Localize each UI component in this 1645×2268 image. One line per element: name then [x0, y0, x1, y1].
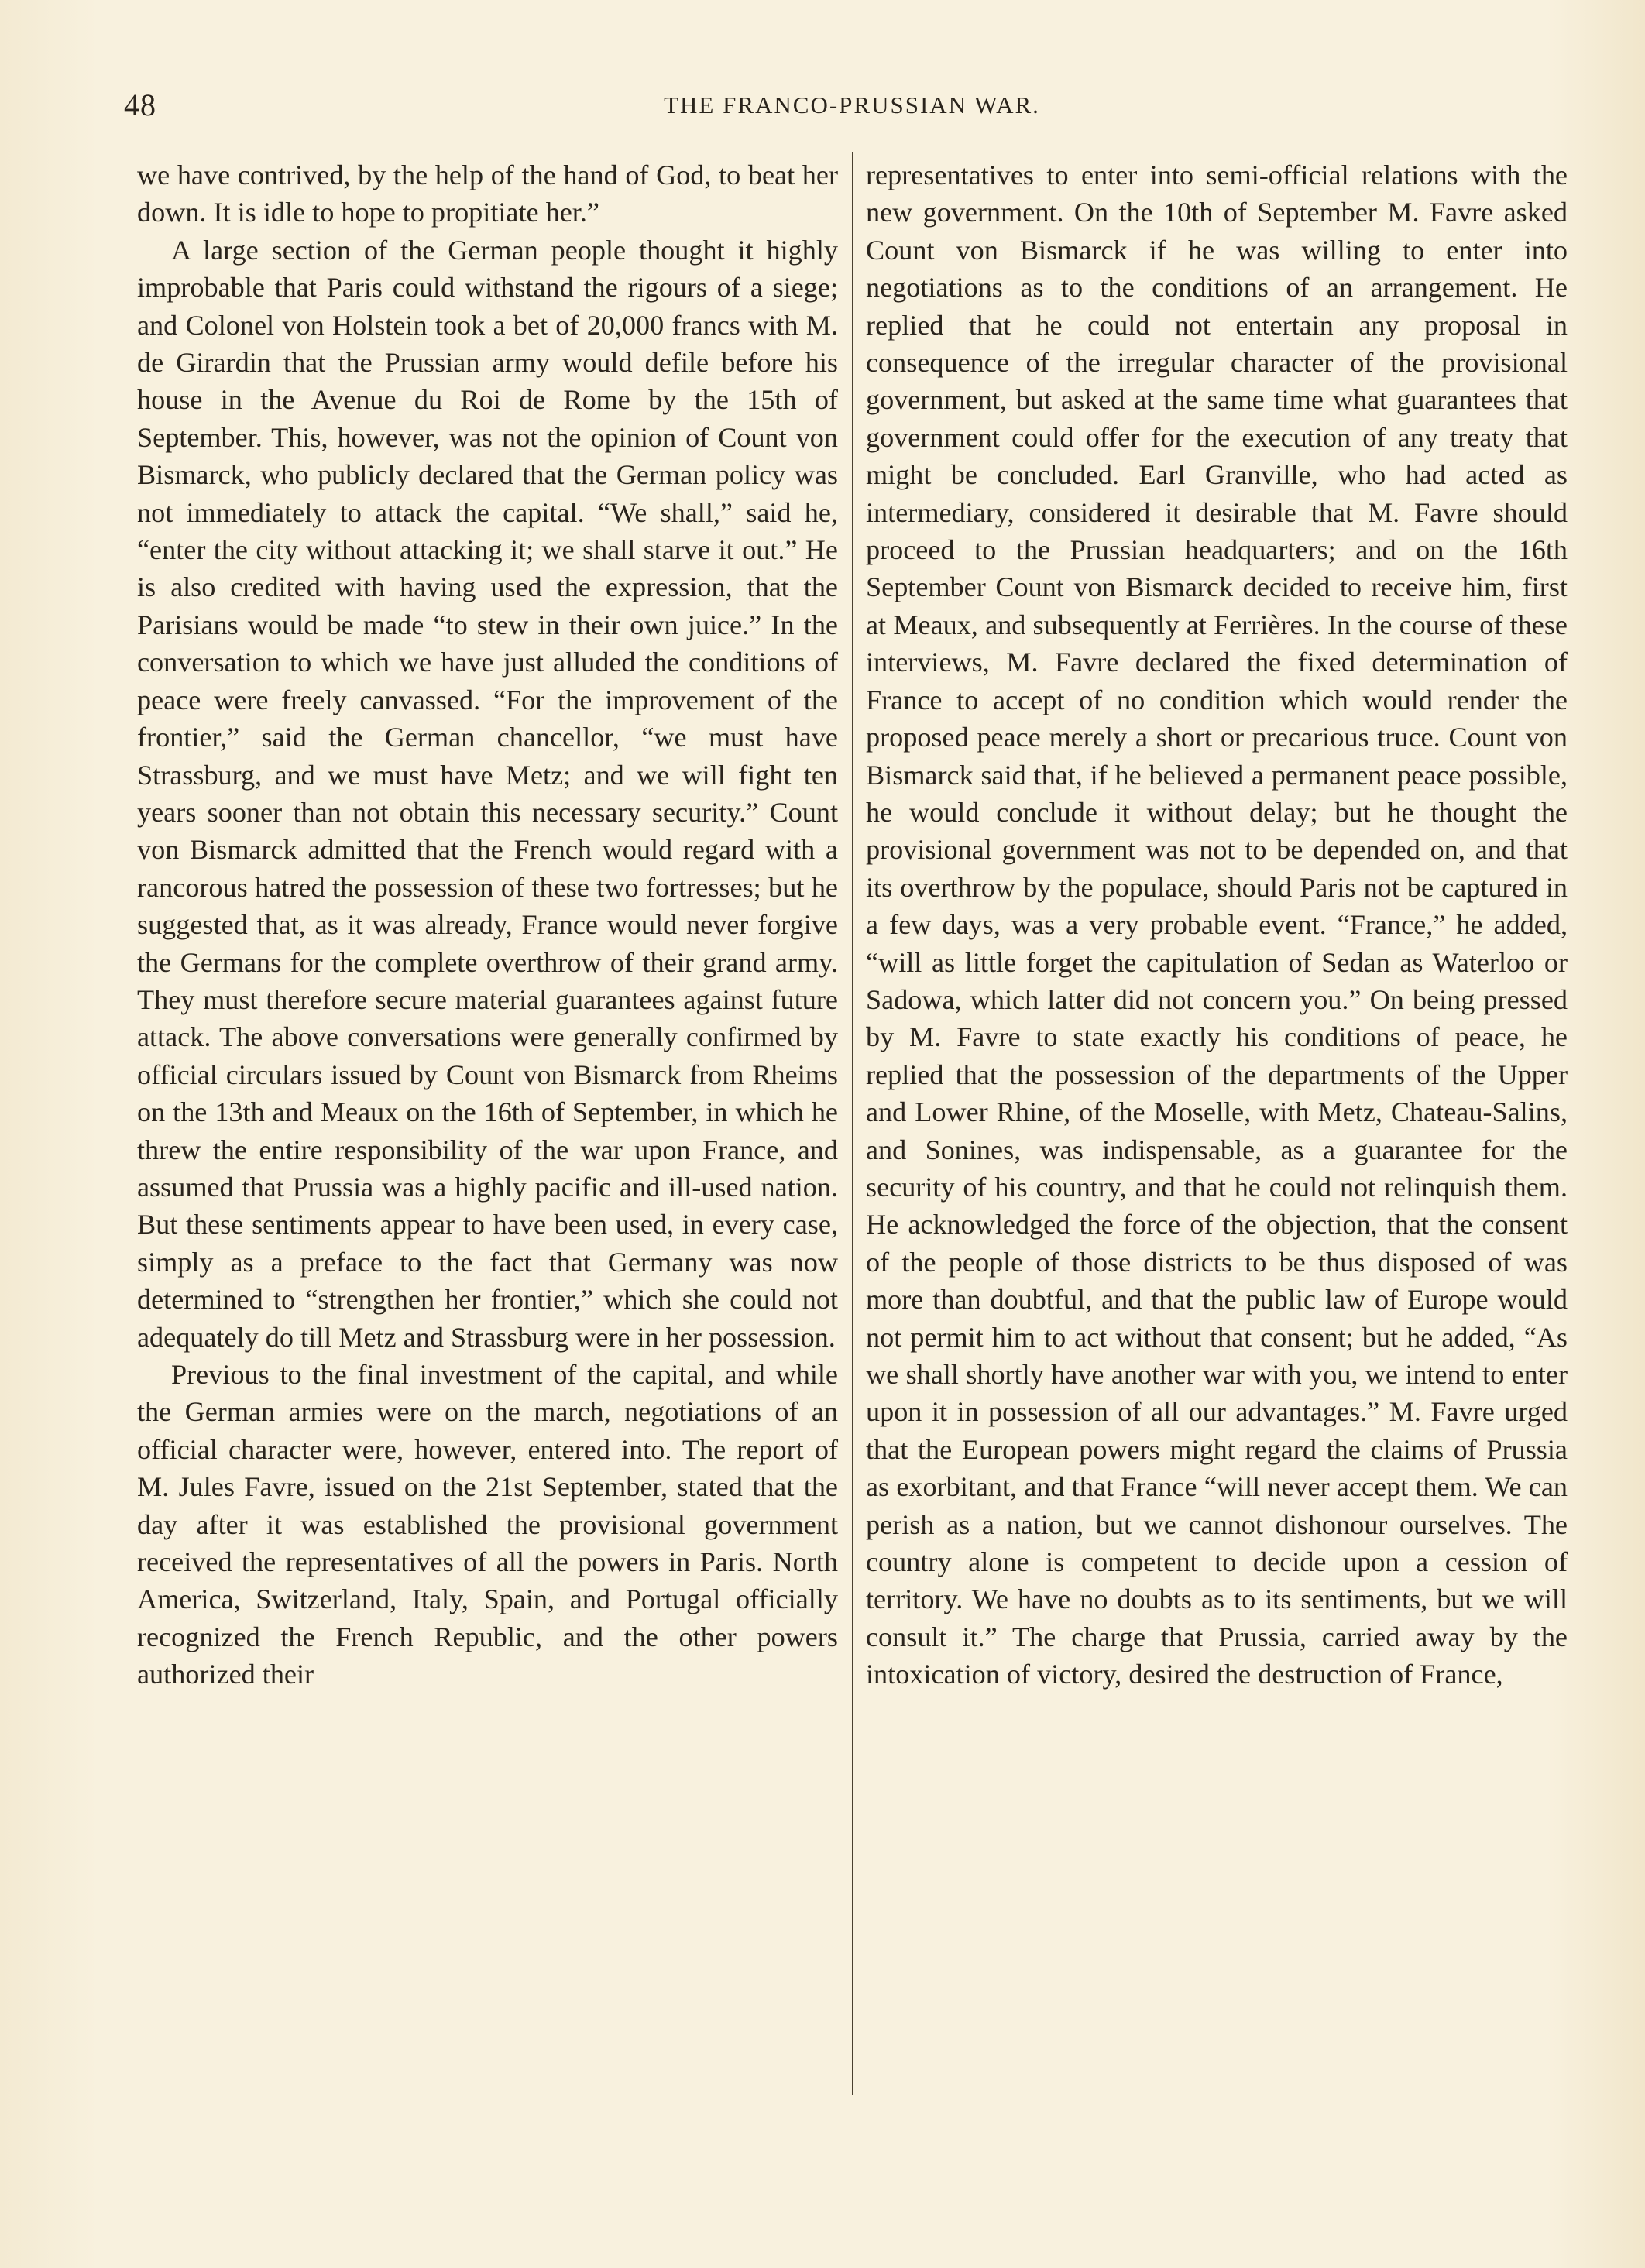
column-divider	[852, 152, 853, 2095]
right-column	[866, 156, 1568, 2108]
paragraph: representatives to enter into semi-official relations with the new government. On the 10th of September M. Favre asked Count von Bismarck if he was willing to enter into negotiations as to the conditions of an arrangement. He replied that he could not entertain any proposal in consequence of the irregular character of the provisional government, but asked at the same time what guarantees that government could offer for the execution of any treaty that might be concluded. Earl Granville, who had acted as intermediary, considered it desirable that M. Favre should proceed to the Prussian headquarters; and on the 16th September Count von Bismarck decided to receive him, first at Meaux, and subsequently at Ferrières. In the course of these interviews, M. Favre declared the fixed determination of France to accept of no condition which would render the proposed peace merely a short or precarious truce. Count von Bismarck said that, if he believed a permanent peace possible, he would conclude it without delay; but he thought the provisional government was not to be depended on, and that its overthrow by the populace, should Paris not be captured in a few days, was a very probable event. “France,” he added, “will as little forget the capitulation of Sedan as Waterloo or Sadowa, which latter did not concern you.” On being pressed by M. Favre to state exactly his conditions of peace, he replied that the possession of the departments of the Upper and Lower Rhine, of the Moselle, with Metz, Chateau-Salins, and Sonines, was indispensable, as a guarantee for the security of his country, and that he could not relinquish them. He acknowledged the force of the objection, that the consent of the people of those districts to be thus disposed of was more than doubtful, and that the public law of Europe would not permit him to act without that consent; but he added, “As we shall shortly have another war with you, we intend to enter upon it in possession of all our advantages.” M. Favre urged that the European powers might regard the claims of Prussia as exorbitant, and that France “will never accept them. We can perish as a nation, but we cannot dishonour ourselves. The country alone is competent to decide upon a cession of territory. We have no doubts as to its sentiments, but we will consult it.” The charge that Prussia, carried away by the intoxication of victory, desired the destruction of France,	[866, 160, 1568, 1690]
paragraph: A large section of the German people thought it highly improbable that Paris could withstand the rigours of a siege; and Colonel von Holstein took a bet of 20,000 francs with M. de Girardin that the Prussian army would defile before his house in the Avenue du Roi de Rome by the 15th of September. This, however, was not the opinion of Count von Bismarck, who publicly declared that the German policy was not immediately to attack the capital. “We shall,” said he, “enter the city without attacking it; we shall starve it out.” He is also credited with having used the expression, that the Parisians would be made “to stew in their own juice.” In the conversation to which we have just alluded the conditions of peace were freely canvassed. “For the improvement of the frontier,” said the German chancellor, “we must have Strassburg, and we must have Metz; and we will fight ten years sooner than not obtain this necessary security.” Count von Bismarck admitted that the French would regard with a rancorous hatred the possession of these two fortresses; but he suggested that, as it was already, France would never forgive the Germans for the complete overthrow of their grand army. They must therefore secure material guarantees against future attack. The above conversations were generally confirmed by official circulars issued by Count von Bismarck from Rheims on the 13th and Meaux on the 16th of September, in which he threw the entire responsibility of the war upon France, and assumed that Prussia was a highly pacific and ill-used nation. But these sentiments appear to have been used, in every case, simply as a preface to the fact that Germany was now determined to “strengthen her frontier,” which she could not adequately do till Metz and Strassburg were in her possession.	[137, 234, 838, 1353]
running-title: THE FRANCO-PRUSSIAN WAR.	[664, 91, 1040, 118]
paragraph: we have contrived, by the help of the hand of God, to beat her down. It is idle to hope to propitiate her.”	[137, 160, 838, 228]
left-column	[137, 156, 838, 2108]
page-header	[124, 87, 1580, 133]
paragraph: Previous to the final investment of the capital, and while the German armies were on the march, negotiations of an official character were, however, entered into. The report of M. Jules Favre, issued on the 21st September, stated that the day after it was established the provisional government received the representatives of all the powers in Paris. North America, Switzerland, Italy, Spain, and Portugal officially recognized the French Republic, and the other powers authorized their	[137, 1359, 838, 1690]
page-number: 48	[124, 87, 156, 122]
